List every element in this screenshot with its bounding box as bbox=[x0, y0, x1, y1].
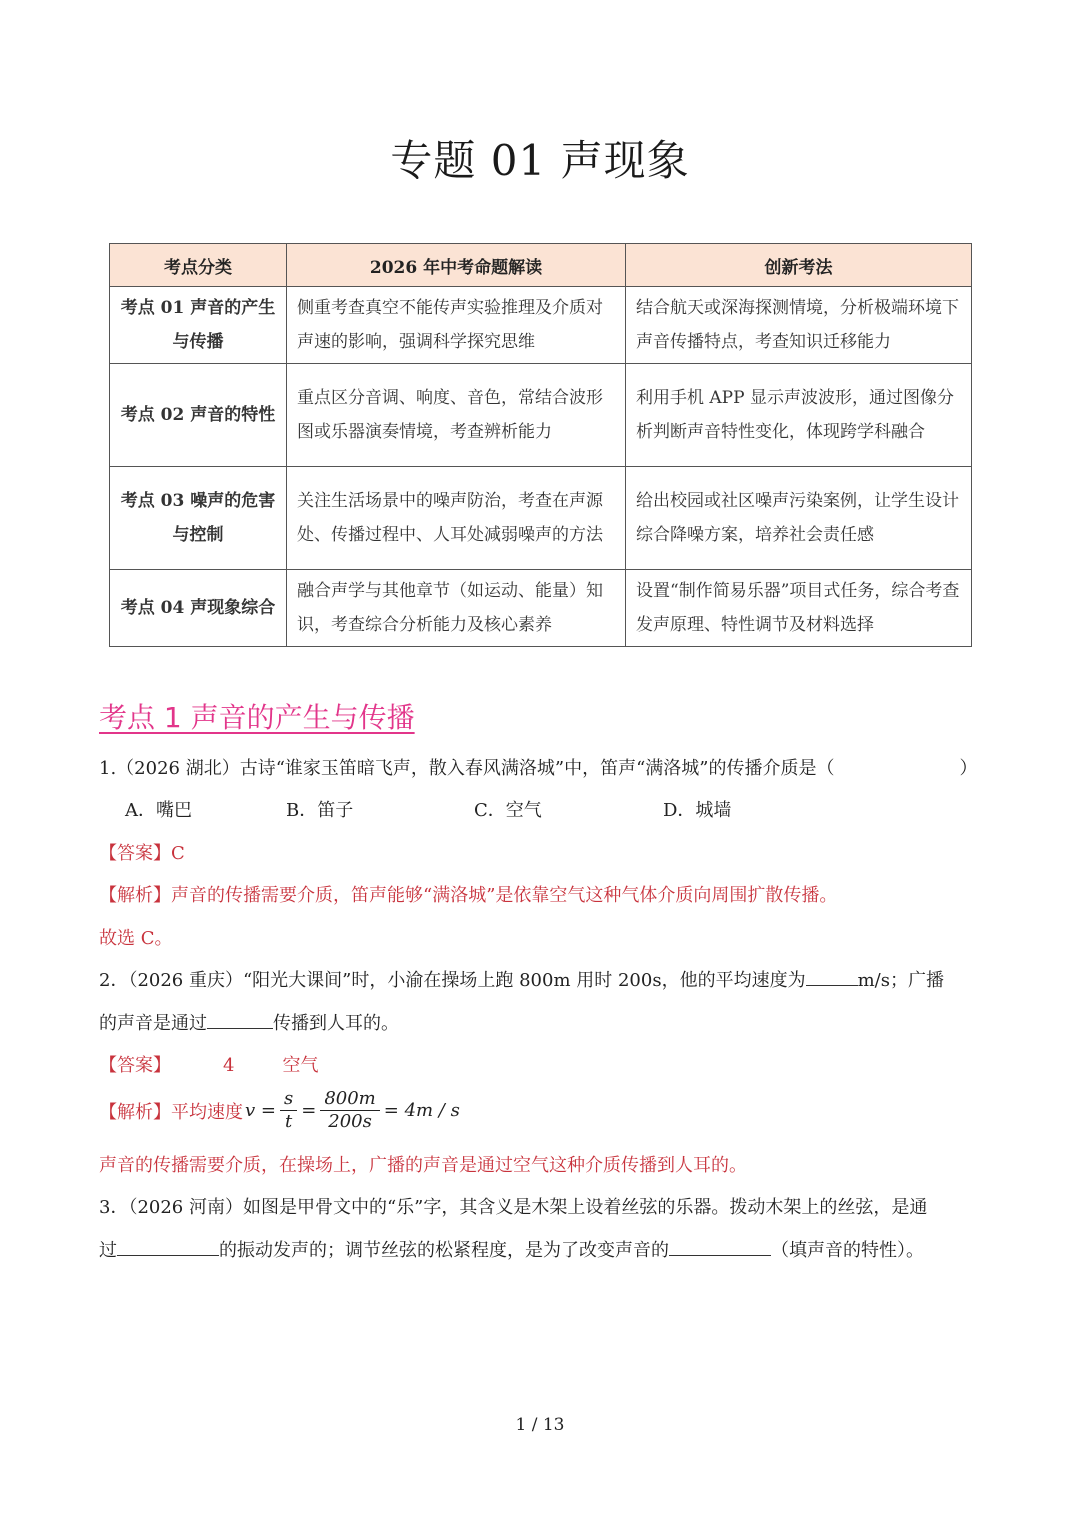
answer-blank[interactable] bbox=[669, 1237, 771, 1256]
answer-blank[interactable] bbox=[806, 967, 858, 986]
analysis-2 bbox=[99, 1088, 460, 1133]
question-2-text-b: m/s；广播 bbox=[857, 970, 944, 991]
option-a: A．嘴巴 bbox=[125, 800, 192, 821]
table-cell: 重点区分音调、响度、音色，常结合波形图或乐器演奏情境，考查辨析能力 bbox=[287, 364, 626, 467]
exam-points-table bbox=[109, 243, 972, 647]
question-2-line-1 bbox=[99, 966, 944, 992]
page-number: 1 / 13 bbox=[515, 1415, 565, 1435]
formula-equals: = bbox=[301, 1100, 317, 1121]
answer-value-2: 空气 bbox=[282, 1055, 319, 1076]
table-header: 创新考法 bbox=[626, 244, 972, 287]
table-cell: 关注生活场景中的噪声防治，考查在声源处、传播过程中、人耳处减弱噪声的方法 bbox=[287, 467, 626, 570]
answer-1 bbox=[99, 839, 185, 865]
answer-value-1: 4 bbox=[223, 1055, 235, 1076]
table-header: 考点分类 bbox=[110, 244, 287, 287]
answer-value: C bbox=[171, 843, 185, 864]
analysis-1 bbox=[99, 881, 837, 907]
question-2-text-c: 的声音是通过 bbox=[99, 1013, 207, 1034]
question-3-line-2 bbox=[99, 1236, 924, 1262]
table-row bbox=[110, 570, 972, 647]
table-cell: 设置“制作简易乐器”项目式任务，综合考查发声原理、特性调节及材料选择 bbox=[626, 570, 972, 647]
table-cell: 侧重考查真空不能传声实验推理及介质对声速的影响，强调科学探究思维 bbox=[287, 287, 626, 364]
option-c: C．空气 bbox=[474, 800, 542, 821]
answer-2 bbox=[99, 1051, 318, 1077]
formula-lhs: v = bbox=[245, 1100, 276, 1121]
fraction-numerator: 800m bbox=[320, 1088, 379, 1111]
question-3-text-c: （填声音的特性）。 bbox=[771, 1240, 924, 1261]
question-2-text: 2．（2026 重庆）“阳光大课间”时，小渝在操场上跑 800m 用时 200s，他的平均速度为 bbox=[99, 970, 806, 991]
answer-tag: 【答案】 bbox=[99, 1055, 171, 1076]
choose-1: 故选 C。 bbox=[99, 928, 173, 949]
fraction-denominator: 200s bbox=[328, 1111, 372, 1132]
question-2-text-d: 传播到人耳的。 bbox=[273, 1013, 399, 1034]
option-b: B．笛子 bbox=[286, 800, 354, 821]
question-2-line-2 bbox=[99, 1009, 399, 1035]
table-cell: 融合声学与其他章节（如运动、能量）知识，考查综合分析能力及核心素养 bbox=[287, 570, 626, 647]
question-1-stem bbox=[99, 754, 978, 780]
table-cell: 给出校园或社区噪声污染案例，让学生设计综合降噪方案，培养社会责任感 bbox=[626, 467, 972, 570]
fraction-numerator: s bbox=[280, 1088, 297, 1111]
section-heading: 考点 1 声音的产生与传播 bbox=[99, 701, 415, 734]
table-cell: 考点 01 声音的产生与传播 bbox=[110, 287, 287, 364]
table-row bbox=[110, 467, 972, 570]
option-d: D．城墙 bbox=[663, 800, 732, 821]
answer-blank[interactable] bbox=[207, 1010, 273, 1029]
analysis-2-text: 声音的传播需要介质，在操场上，广播的声音是通过空气这种介质传播到人耳的。 bbox=[99, 1155, 747, 1176]
question-3-text: 过 bbox=[99, 1240, 117, 1261]
question-1-text: 1.（2026 湖北）古诗“谁家玉笛暗飞声，散入春风满洛城”中，笛声“满洛城”的传播介质是（ bbox=[99, 758, 835, 779]
analysis-text: 声音的传播需要介质，笛声能够“满洛城”是依靠空气这种气体介质向周围扩散传播。 bbox=[171, 885, 838, 906]
answer-tag: 【答案】 bbox=[99, 843, 171, 864]
table-header: 2026 年中考命题解读 bbox=[287, 244, 626, 287]
fraction-denominator: t bbox=[284, 1111, 293, 1132]
analysis-tag: 【解析】 bbox=[99, 885, 171, 906]
analysis-text: 平均速度 bbox=[171, 1101, 243, 1123]
table-cell: 利用手机 APP 显示声波波形，通过图像分析判断声音特性变化，体现跨学科融合 bbox=[626, 364, 972, 467]
formula-result: = 4m / s bbox=[383, 1100, 460, 1121]
table-cell: 考点 02 声音的特性 bbox=[110, 364, 287, 467]
table-row bbox=[110, 364, 972, 467]
table-cell: 结合航天或深海探测情境，分析极端环境下声音传播特点，考查知识迁移能力 bbox=[626, 287, 972, 364]
table-cell: 考点 03 噪声的危害与控制 bbox=[110, 467, 287, 570]
fraction-s-t bbox=[280, 1088, 297, 1133]
table-header-row bbox=[110, 244, 972, 287]
table-row bbox=[110, 287, 972, 364]
analysis-tag: 【解析】 bbox=[99, 1101, 171, 1123]
page-title: 专题 01 声现象 bbox=[390, 136, 690, 185]
fraction-values bbox=[320, 1088, 379, 1133]
question-3-line-1: 3．（2026 河南）如图是甲骨文中的“乐”字，其含义是木架上设着丝弦的乐器。拨动木架上的丝弦，是通 bbox=[99, 1197, 928, 1218]
answer-blank[interactable] bbox=[117, 1237, 219, 1256]
question-3-text-b: 的振动发声的；调节丝弦的松紧程度，是为了改变声音的 bbox=[219, 1240, 669, 1261]
table-cell: 考点 04 声现象综合 bbox=[110, 570, 287, 647]
question-1-close: ） bbox=[959, 758, 978, 779]
